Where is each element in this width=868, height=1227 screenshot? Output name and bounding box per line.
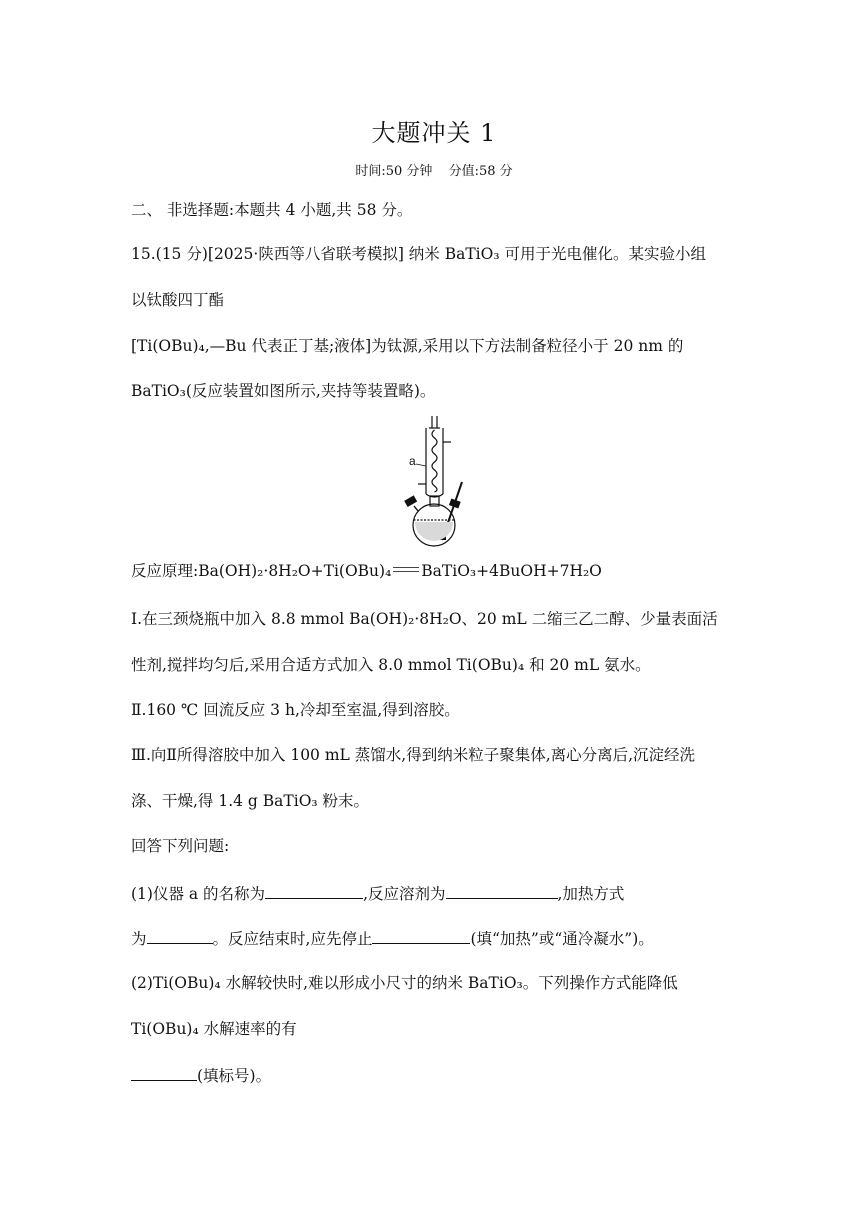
page-title: 大题冲关 1 (371, 119, 497, 147)
answer-prompt: 回答下列问题: (131, 837, 230, 855)
step3-line1: Ⅲ.向Ⅱ所得溶胶中加入 100 mL 蒸馏水,得到纳米粒子聚集体,离心分离后,沉淀经洗 (131, 746, 696, 764)
answer-blank-heating[interactable] (147, 927, 213, 944)
sub-question-2-line3 (131, 1064, 271, 1086)
score-total: 分值:58 分 (448, 164, 513, 179)
equilibrium-sign (393, 567, 419, 572)
sub-question-1-line2 (131, 927, 654, 949)
sub-question-1-line1 (131, 882, 624, 904)
principle-reactants: 反应原理:Ba(OH)₂·8H₂O+Ti(OBu)₄ (131, 562, 392, 580)
sub2-text: (填标号)。 (197, 1067, 272, 1085)
step1-line2: 性剂,搅拌均匀后,采用合适方式加入 8.0 mmol Ti(OBu)₄ 和 20 mL 氨水。 (131, 656, 651, 674)
sub1-text-e: 。反应结束时,应先停止 (212, 930, 373, 948)
sub1-text-b: ,反应溶剂为 (363, 885, 446, 903)
q15-line1: 15.(15 分)[2025·陕西等八省联考模拟] 纳米 BaTiO₃ 可用于光电催化。某实验小组 (131, 245, 706, 263)
step1-line1: Ⅰ.在三颈烧瓶中加入 8.8 mmol Ba(OH)₂·8H₂O、20 mL 二缩三乙二醇、少量表面活 (131, 610, 718, 628)
sub-question-2-line1: (2)Ti(OBu)₄ 水解较快时,难以形成小尺寸的纳米 BaTiO₃。下列操作方式能降低 (131, 974, 678, 992)
exam-meta (0, 160, 868, 179)
answer-blank-stop[interactable] (372, 927, 470, 944)
sub1-text-c: ,加热方式 (557, 885, 625, 903)
reflux-apparatus-figure (396, 412, 472, 548)
reaction-principle (131, 561, 602, 581)
apparatus-drawing (396, 412, 472, 548)
principle-products: BaTiO₃+4BuOH+7H₂O (421, 562, 602, 580)
sub1-text-d: 为 (131, 930, 147, 948)
q15-line4: BaTiO₃(反应装置如图所示,夹持等装置略)。 (131, 382, 436, 400)
answer-blank-solvent[interactable] (446, 882, 558, 899)
answer-blank-instrument[interactable] (265, 882, 363, 899)
step3-line2: 涤、干燥,得 1.4 g BaTiO₃ 粉末。 (131, 792, 370, 810)
time-limit: 时间:50 分钟 (355, 164, 433, 179)
answer-blank-options[interactable] (131, 1064, 197, 1081)
q15-line2: 以钛酸四丁酯 (131, 291, 225, 309)
sub1-text-f: (填“加热”或“通冷凝水”)。 (470, 930, 654, 948)
q15-line3: [Ti(OBu)₄,—Bu 代表正丁基;液体]为钛源,采用以下方法制备粒径小于 20 nm 的 (131, 337, 684, 355)
section-heading: 二、 非选择题:本题共 4 小题,共 58 分。 (131, 201, 413, 219)
figure-label-a: a (409, 454, 416, 468)
step2: Ⅱ.160 ℃ 回流反应 3 h,冷却至室温,得到溶胶。 (131, 701, 460, 719)
sub1-text-a: (1)仪器 a 的名称为 (131, 885, 266, 903)
sub-question-2-line2: Ti(OBu)₄ 水解速率的有 (131, 1020, 297, 1038)
